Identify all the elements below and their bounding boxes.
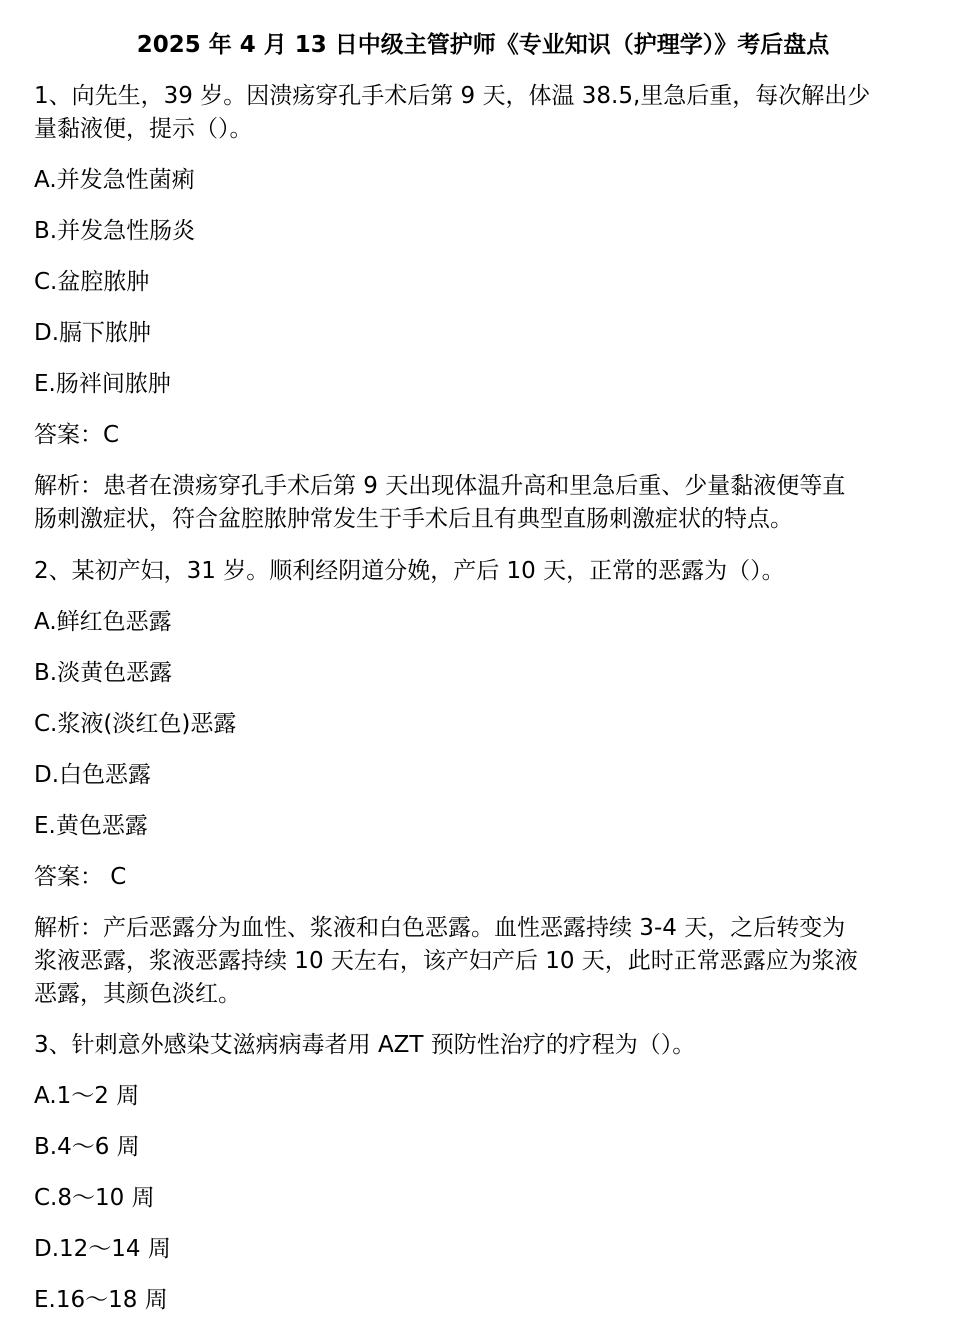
question-2-option-a: A.鲜红色恶露 [34,609,172,635]
question-1-stem-line-2: 量黏液便，提示（）。 [34,116,253,142]
document-title: 2025 年 4 月 13 日中级主管护师《专业知识（护理学）》考后盘点 [136,32,830,58]
question-1-analysis-line-2: 肠刺激症状，符合盆腔脓肿常发生于手术后且有典型直肠刺激症状的特点。 [34,506,793,532]
question-2-answer: 答案： C [34,864,127,890]
question-1-option-a: A.并发急性菌痢 [34,167,195,193]
question-1-option-e: E.肠袢间脓肿 [34,371,171,397]
question-2-option-b: B.淡黄色恶露 [34,660,173,686]
question-3-option-c: C.8～10 周 [34,1185,155,1211]
question-2-analysis-line-3: 恶露，其颜色淡红。 [34,981,241,1007]
question-1-analysis-line-1: 解析：患者在溃疡穿孔手术后第 9 天出现体温升高和里急后重、少量黏液便等直 [34,473,846,499]
question-2-analysis-line-2: 浆液恶露，浆液恶露持续 10 天左右，该产妇产后 10 天，此时正常恶露应为浆液 [34,948,858,974]
question-2-option-d: D.白色恶露 [34,762,152,788]
question-2-analysis-line-1: 解析：产后恶露分为血性、浆液和白色恶露。血性恶露持续 3-4 天，之后转变为 [34,915,846,941]
question-1-answer: 答案：C [34,422,120,448]
question-1-stem-line-1: 1、向先生，39 岁。因溃疡穿孔手术后第 9 天，体温 38.5,里急后重，每次解出少 [34,83,871,109]
question-2-option-c: C.浆液(淡红色)恶露 [34,711,237,737]
question-1-option-d: D.膈下脓肿 [34,320,152,346]
question-3-option-b: B.4～6 周 [34,1134,140,1160]
question-1-option-b: B.并发急性肠炎 [34,218,196,244]
question-2-stem-line-1: 2、某初产妇，31 岁。顺利经阴道分娩，产后 10 天，正常的恶露为（）。 [34,558,785,584]
question-3-option-d: D.12～14 周 [34,1236,171,1262]
question-3-stem-line-1: 3、针刺意外感染艾滋病病毒者用 AZT 预防性治疗的疗程为（）。 [34,1032,696,1058]
question-2-option-e: E.黄色恶露 [34,813,148,839]
question-1-option-c: C.盆腔脓肿 [34,269,150,295]
question-3-option-e: E.16～18 周 [34,1287,168,1313]
question-3-option-a: A.1～2 周 [34,1083,140,1109]
